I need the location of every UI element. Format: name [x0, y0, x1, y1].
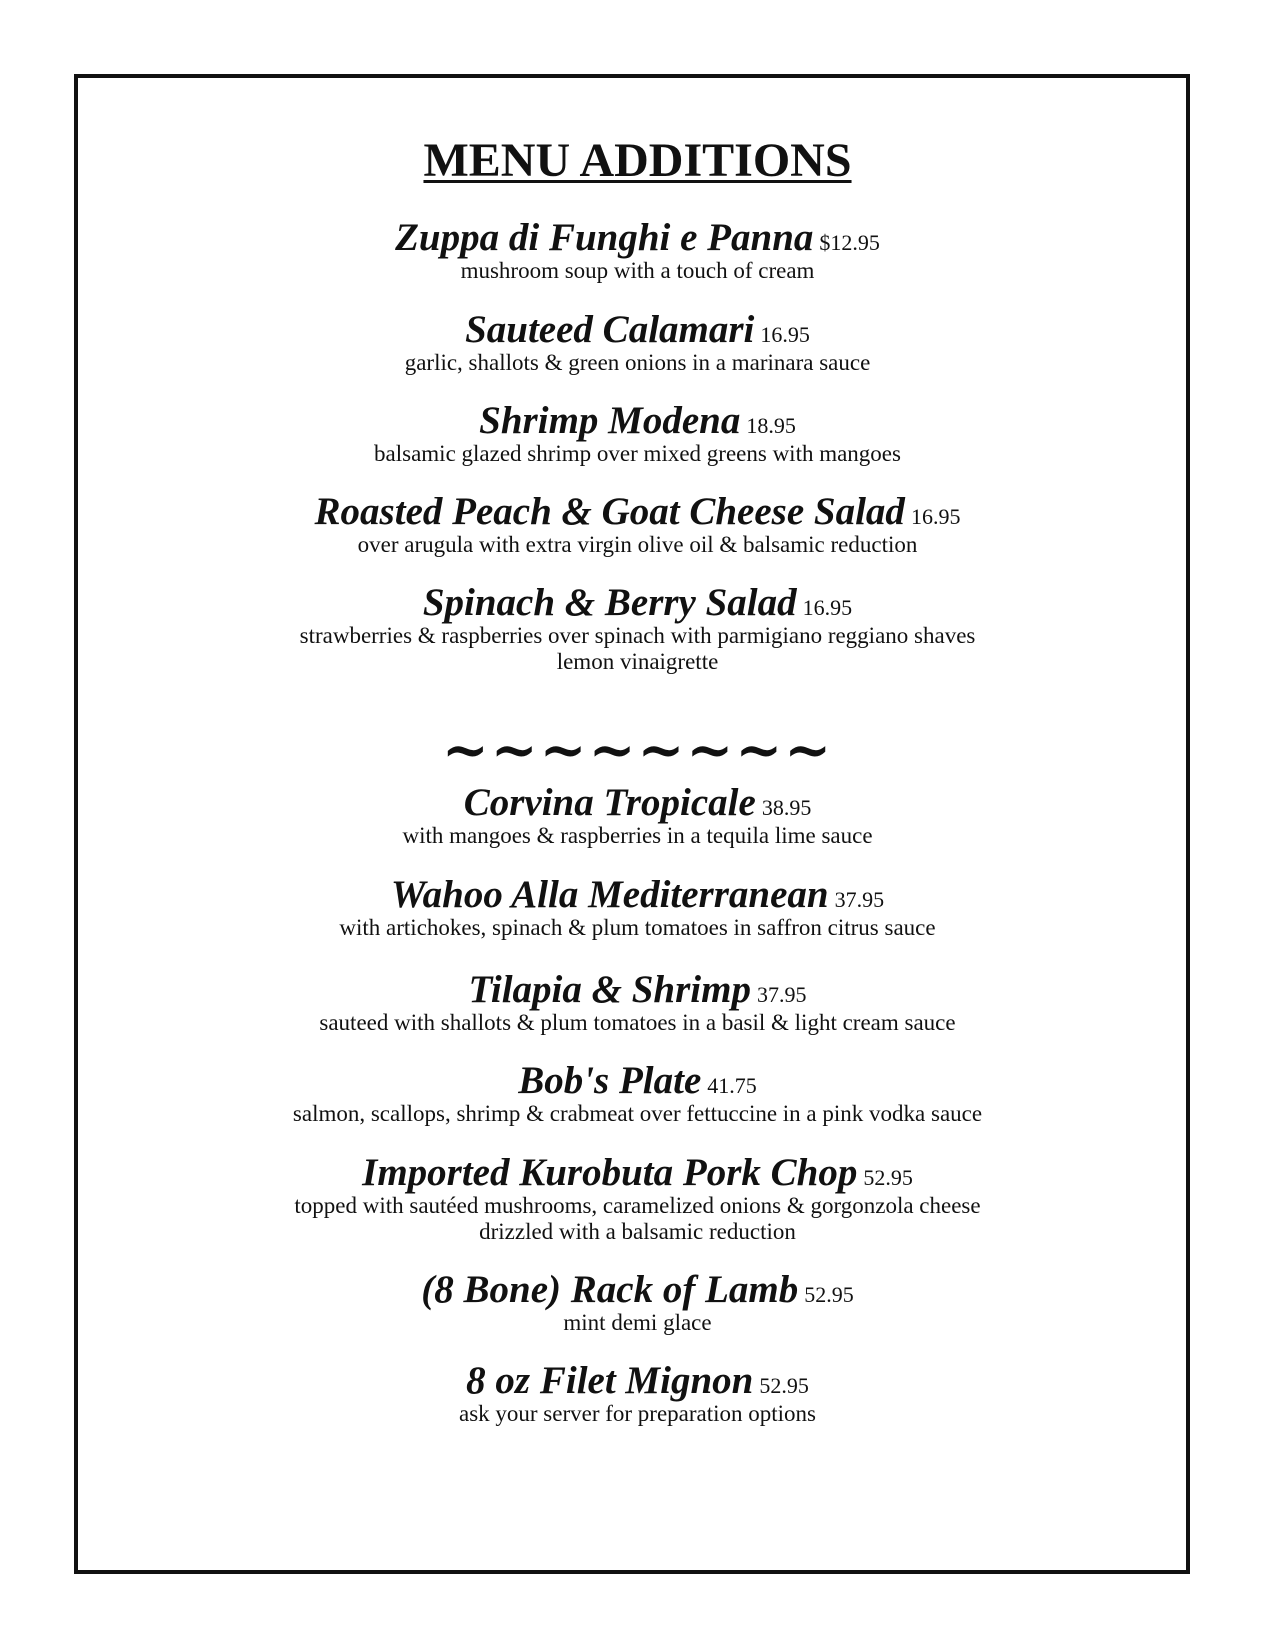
- menu-item: [74, 401, 1201, 467]
- item-price: 38.95: [761, 795, 812, 820]
- item-description: with artichokes, spinach & plum tomatoes in saffron citrus sauce: [339, 915, 936, 940]
- menu-item: [74, 1361, 1201, 1427]
- item-price: 37.95: [756, 982, 807, 1007]
- item-name: Roasted Peach & Goat Cheese Salad: [314, 490, 905, 533]
- item-name: Corvina Tropicale: [463, 781, 756, 824]
- menu-item: [74, 1153, 1201, 1245]
- item-description: mint demi glace: [563, 1310, 712, 1335]
- tilde-divider: ~~~~~~~~: [441, 717, 834, 783]
- item-description: ask your server for preparation options: [458, 1401, 817, 1426]
- item-name: Shrimp Modena: [479, 399, 741, 442]
- item-name: Sauteed Calamari: [465, 308, 755, 351]
- item-price: 16.95: [910, 504, 961, 529]
- item-description: mushroom soup with a touch of cream: [460, 258, 815, 283]
- menu-item: [74, 783, 1201, 849]
- page-title: MENU ADDITIONS: [423, 134, 852, 187]
- menu-item: [74, 583, 1201, 675]
- item-description: balsamic glazed shrimp over mixed greens with mangoes: [374, 441, 901, 466]
- item-price: 52.95: [863, 1165, 913, 1190]
- item-description: topped with sautéed mushrooms, caramelized onions & gorgonzola cheese: [294, 1193, 981, 1218]
- item-price: 37.95: [834, 887, 885, 912]
- item-description: strawberries & raspberries over spinach with parmigiano reggiano shaves: [299, 623, 976, 648]
- item-description: garlic, shallots & green onions in a marinara sauce: [404, 350, 871, 375]
- item-description: sauteed with shallots & plum tomatoes in a basil & light cream sauce: [319, 1010, 956, 1035]
- item-name: (8 Bone) Rack of Lamb: [421, 1268, 799, 1311]
- item-price: 52.95: [804, 1282, 854, 1307]
- item-description: with mangoes & raspberries in a tequila lime sauce: [402, 823, 873, 848]
- item-price: 52.95: [759, 1373, 809, 1398]
- item-price: 16.95: [802, 595, 853, 620]
- item-description: salmon, scallops, shrimp & crabmeat over fettuccine in a pink vodka sauce: [292, 1101, 983, 1126]
- item-description: over arugula with extra virgin olive oil & balsamic reduction: [357, 532, 918, 557]
- menu-item: [74, 875, 1201, 941]
- item-description: drizzled with a balsamic reduction: [479, 1219, 796, 1244]
- item-name: Zuppa di Funghi e Panna: [395, 216, 814, 259]
- item-name: 8 oz Filet Mignon: [466, 1359, 754, 1402]
- menu-item: [74, 218, 1201, 284]
- menu-item: [74, 310, 1201, 376]
- item-price: 18.95: [746, 413, 796, 438]
- menu-item: [74, 1270, 1201, 1336]
- item-price: $12.95: [819, 230, 880, 255]
- item-name: Spinach & Berry Salad: [422, 581, 797, 624]
- item-name: Tilapia & Shrimp: [468, 968, 751, 1011]
- item-price: 16.95: [760, 322, 810, 347]
- menu-item: [74, 970, 1201, 1036]
- item-name: Wahoo Alla Mediterranean: [390, 873, 829, 916]
- item-name: Imported Kurobuta Pork Chop: [362, 1151, 858, 1194]
- item-price: 41.75: [707, 1073, 757, 1098]
- item-name: Bob's Plate: [518, 1059, 702, 1102]
- menu-item: [74, 492, 1201, 558]
- menu-item: [74, 1061, 1201, 1127]
- item-description: lemon vinaigrette: [556, 649, 719, 674]
